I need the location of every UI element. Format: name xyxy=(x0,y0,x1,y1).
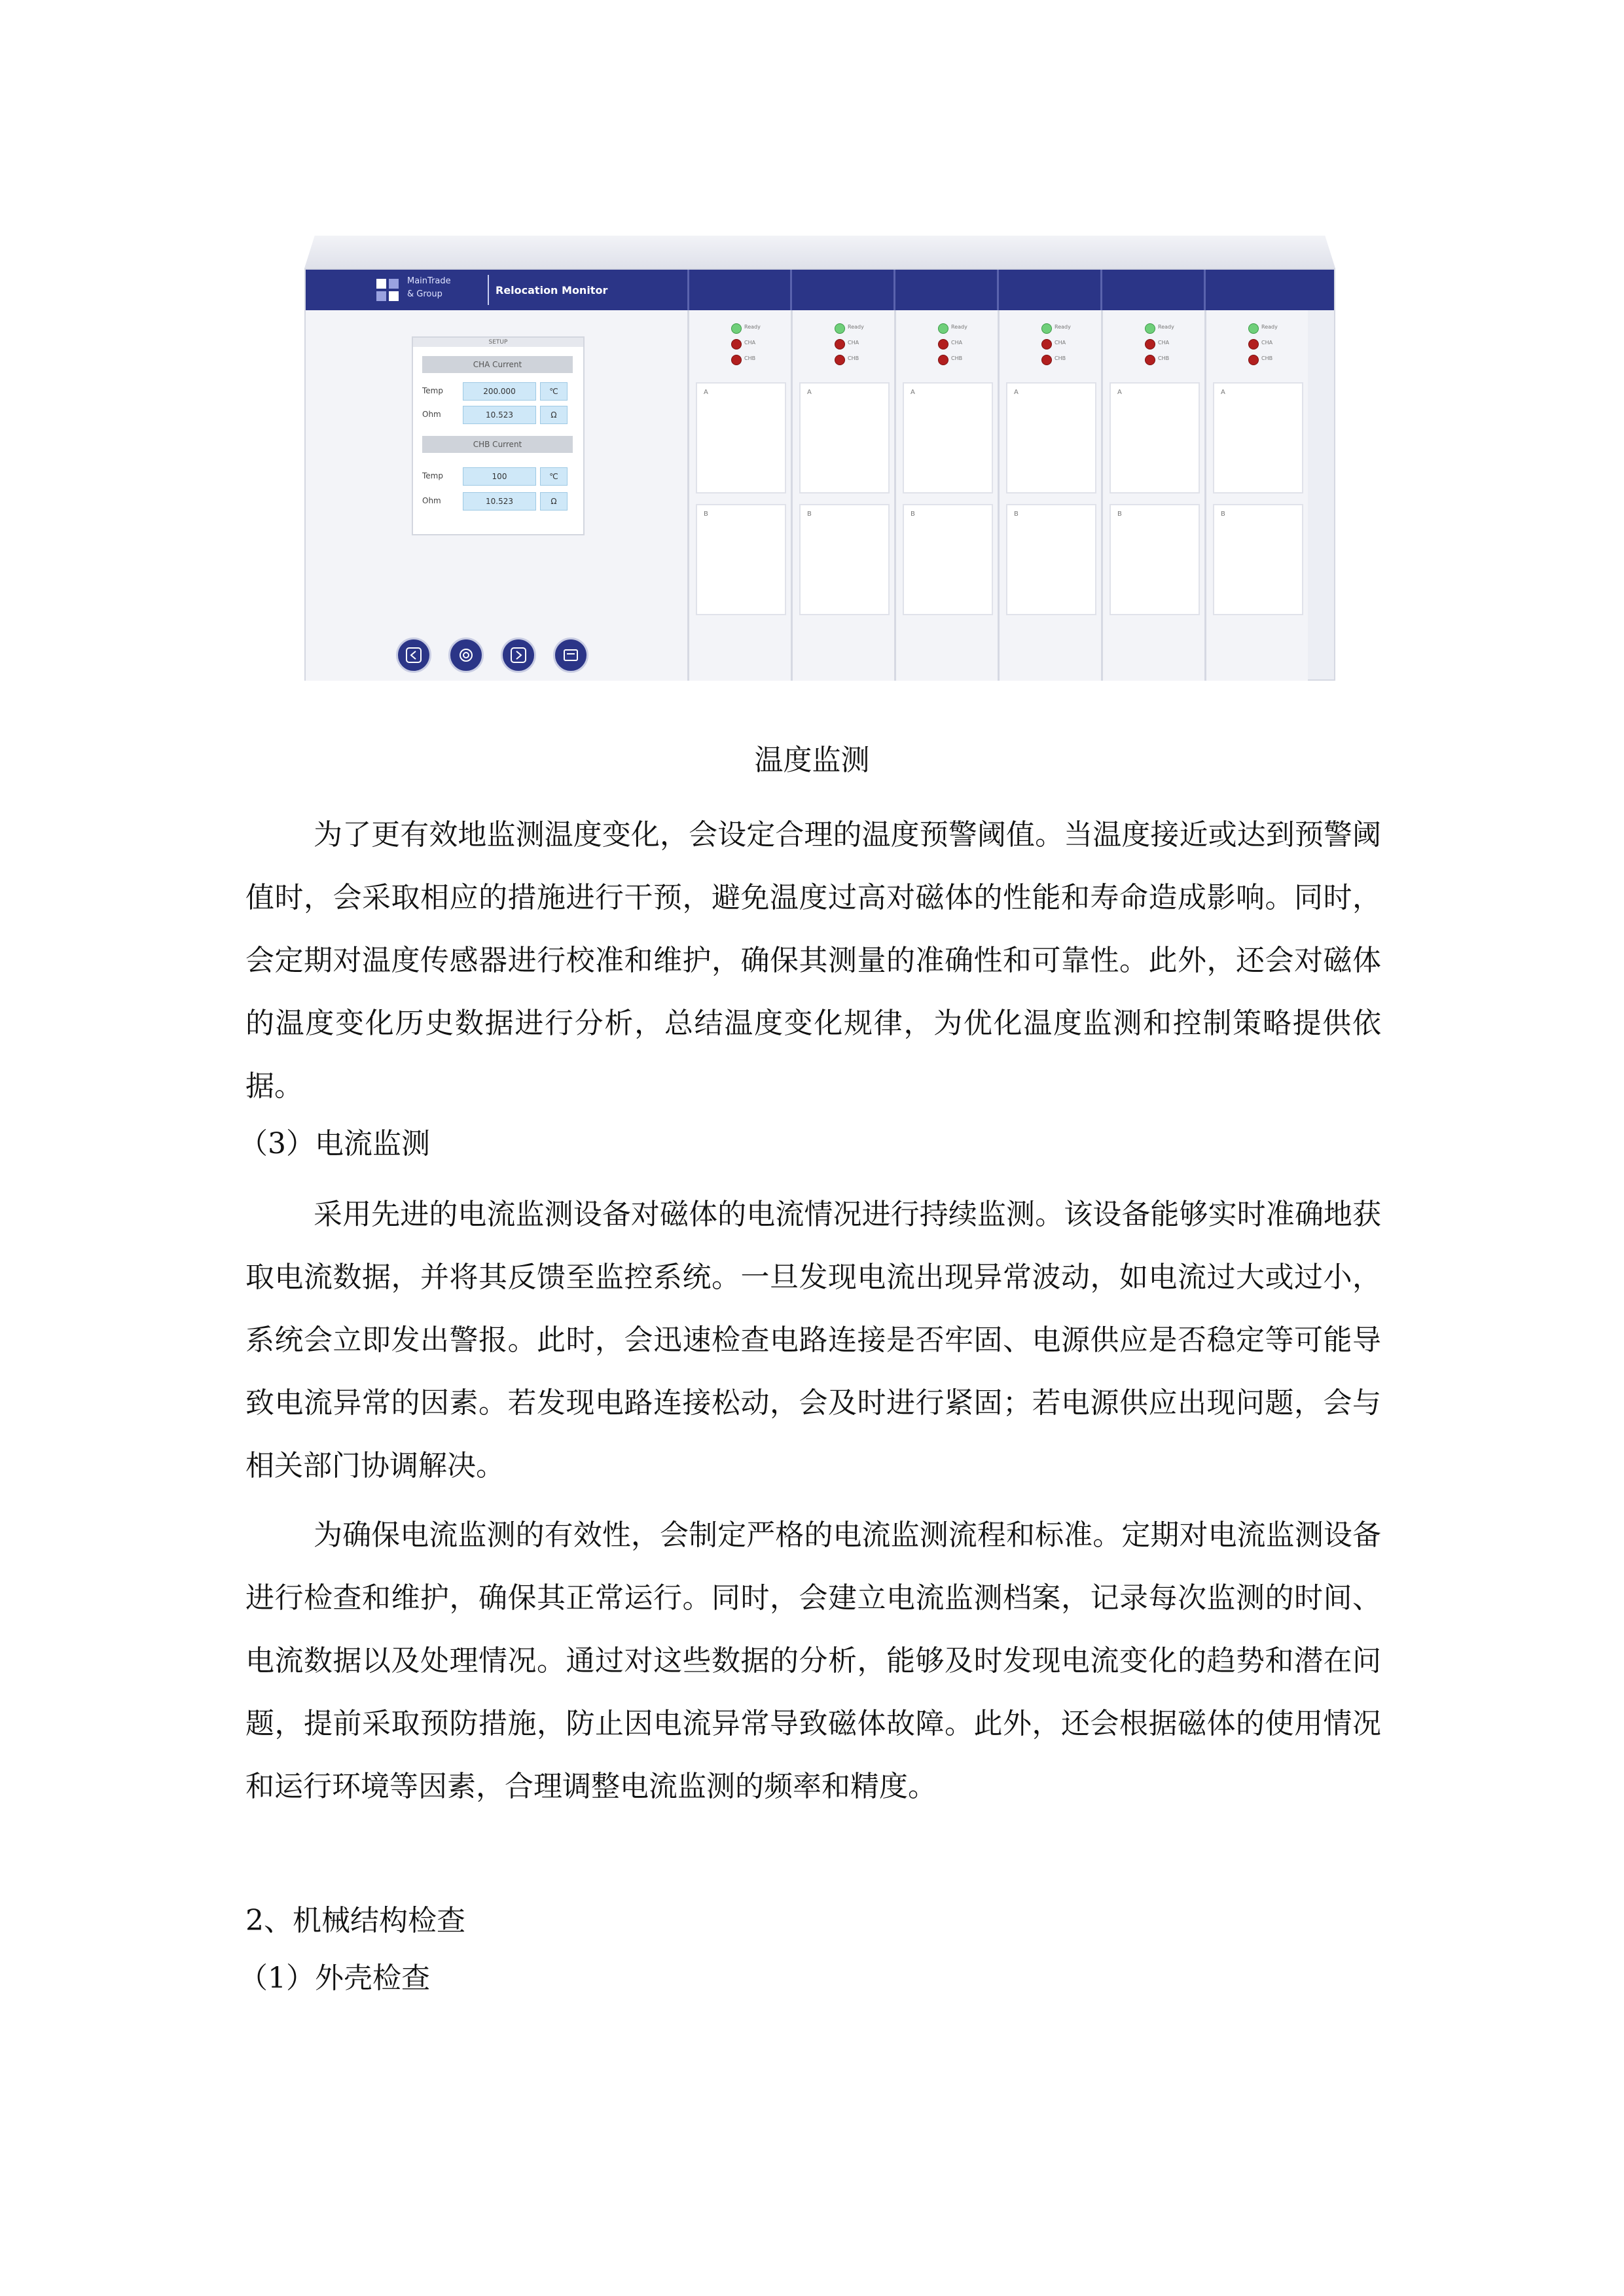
menu-button[interactable] xyxy=(553,637,588,673)
screen-top-label: SETUP xyxy=(413,338,583,347)
module-window xyxy=(1213,382,1303,493)
led-label: Ready xyxy=(1261,324,1278,330)
led-label: CHA xyxy=(1261,340,1273,346)
device-title: Relocation Monitor xyxy=(496,284,608,296)
module-slot xyxy=(687,310,791,681)
menu-icon xyxy=(563,647,579,663)
row-value: 200.000 xyxy=(463,382,536,401)
bar-separator xyxy=(1100,270,1102,310)
channel-b-ohm-row xyxy=(422,492,574,511)
bar-separator xyxy=(1204,270,1206,310)
module-slot xyxy=(1101,310,1204,681)
led-label: CHB xyxy=(1055,355,1066,361)
led-label: CHB xyxy=(848,355,859,361)
module-window-label: B xyxy=(1117,511,1122,518)
module-window-label: B xyxy=(704,511,708,518)
module-window-label: A xyxy=(807,389,812,396)
ready-led-icon xyxy=(1041,323,1052,334)
module-window xyxy=(1006,382,1096,493)
module-window-label: B xyxy=(911,511,915,518)
channel-a-ohm-row xyxy=(422,406,574,424)
led-label: CHA xyxy=(744,340,756,346)
led-label: CHB xyxy=(744,355,756,361)
module-window-label: A xyxy=(1014,389,1019,396)
alarm-led-icon xyxy=(1145,339,1155,350)
led-label: CHB xyxy=(1261,355,1273,361)
module-window xyxy=(799,504,890,615)
row-unit: ℃ xyxy=(540,382,568,401)
alarm-led-icon xyxy=(938,355,948,365)
led-label: Ready xyxy=(1055,324,1071,330)
module-window xyxy=(696,504,786,615)
channel-a-temp-row xyxy=(422,382,574,401)
chevron-right-icon xyxy=(511,647,526,663)
alarm-led-icon xyxy=(835,339,845,350)
module-window xyxy=(1006,504,1096,615)
brand-logo-icon xyxy=(376,279,400,302)
led-label: Ready xyxy=(1158,324,1174,330)
section-heading-current: （3）电流监测 xyxy=(239,1127,430,1160)
paragraph-temperature: 为了更有效地监测温度变化，会设定合理的温度预警阈值。当温度接近或达到预警阈值时，会采取相应的措施进行干预，避免温度过高对磁体的性能和寿命造成影响。同时，会定期对温度传感器进行校准和维护，确保其测量的准确性和可靠性。此外，还会对磁体的温度变化历史数据进行分析，总结温度变化规律，为优化温度监测和控制策略提供依据。 xyxy=(245,818,1381,1103)
row-label: Ohm xyxy=(422,410,441,419)
row-unit: Ω xyxy=(540,492,568,511)
module-window-label: A xyxy=(704,389,708,396)
module-window xyxy=(903,504,993,615)
paragraph-current-1: 采用先进的电流监测设备对磁体的电流情况进行持续监测。该设备能够实时准确地获取电流数据，并将其反馈至监控系统。一旦发现电流出现异常波动，如电流过大或过小，系统会立即发出警报。此时，会迅速检查电路连接是否牢固、电源供应是否稳定等可能导致电流异常的因素。若发现电路连接松动，会及时进行紧固；若电源供应出现问题，会与相关部门协调解决。 xyxy=(245,1198,1381,1482)
alarm-led-icon xyxy=(731,339,742,350)
channel-b-header: CHB Current xyxy=(422,436,573,453)
next-button[interactable] xyxy=(501,637,536,673)
led-label: Ready xyxy=(951,324,967,330)
alarm-led-icon xyxy=(1041,339,1052,350)
module-window xyxy=(799,382,890,493)
alarm-led-icon xyxy=(1248,339,1259,350)
row-label: Temp xyxy=(422,386,443,395)
chevron-left-icon xyxy=(406,647,422,663)
row-value: 10.523 xyxy=(463,492,536,511)
channel-b-temp-row xyxy=(422,467,574,486)
ready-led-icon xyxy=(835,323,845,334)
module-window-label: B xyxy=(1014,511,1019,518)
module-window-label: B xyxy=(807,511,812,518)
figure-caption: 温度监测 xyxy=(754,744,870,777)
channel-a-header: CHA Current xyxy=(422,356,573,373)
row-label: Temp xyxy=(422,471,443,480)
alarm-led-icon xyxy=(835,355,845,365)
prev-button[interactable] xyxy=(396,637,431,673)
device-title-bar xyxy=(306,270,1334,310)
led-label: Ready xyxy=(744,324,761,330)
paragraph-current-2: 为确保电流监测的有效性，会制定严格的电流监测流程和标准。定期对电流监测设备进行检查和维护，确保其正常运行。同时，会建立电流监测档案，记录每次监测的时间、电流数据以及处理情况。通过对这些数据的分析，能够及时发现电流变化的趋势和潜在问题，提前采取预防措施，防止因电流异常导致磁体故障。此外，还会根据磁体的使用情况和运行环境等因素，合理调整电流监测的频率和精度。 xyxy=(245,1518,1381,1803)
alarm-led-icon xyxy=(731,355,742,365)
module-window-label: A xyxy=(1221,389,1225,396)
module-slot xyxy=(791,310,894,681)
led-label: CHA xyxy=(1158,340,1170,346)
module-window xyxy=(696,382,786,493)
device-figure xyxy=(304,236,1335,694)
bar-separator xyxy=(893,270,895,310)
bar-separator xyxy=(997,270,999,310)
refresh-icon xyxy=(458,647,474,663)
row-unit: Ω xyxy=(540,406,568,424)
ready-led-icon xyxy=(731,323,742,334)
row-value: 100 xyxy=(463,467,536,486)
ready-led-icon xyxy=(938,323,948,334)
bar-separator xyxy=(687,270,689,310)
module-slot xyxy=(998,310,1101,681)
led-label: Ready xyxy=(848,324,864,330)
section-heading-casing: （1）外壳检查 xyxy=(239,1962,430,1995)
device-top-panel xyxy=(304,236,1335,268)
ready-led-icon xyxy=(1248,323,1259,334)
led-label: CHA xyxy=(951,340,963,346)
row-unit: ℃ xyxy=(540,467,568,486)
module-window-label: A xyxy=(1117,389,1122,396)
module-window xyxy=(903,382,993,493)
brand-name: MainTrade & Group xyxy=(407,276,451,299)
row-label: Ohm xyxy=(422,496,441,505)
module-window xyxy=(1213,504,1303,615)
title-divider xyxy=(488,275,489,305)
bar-separator xyxy=(790,270,792,310)
module-window xyxy=(1110,382,1200,493)
section-heading-mechanical: 2、机械结构检查 xyxy=(245,1904,465,1937)
ready-led-icon xyxy=(1145,323,1155,334)
module-window xyxy=(1110,504,1200,615)
lcd-screen xyxy=(412,336,585,535)
led-label: CHB xyxy=(1158,355,1170,361)
led-label: CHA xyxy=(848,340,859,346)
module-slot xyxy=(894,310,998,681)
alarm-led-icon xyxy=(1041,355,1052,365)
alarm-led-icon xyxy=(1248,355,1259,365)
alarm-led-icon xyxy=(1145,355,1155,365)
module-slot xyxy=(1204,310,1308,681)
module-window-label: A xyxy=(911,389,915,396)
module-window-label: B xyxy=(1221,511,1225,518)
alarm-led-icon xyxy=(938,339,948,350)
control-panel xyxy=(306,310,687,681)
row-value: 10.523 xyxy=(463,406,536,424)
led-label: CHA xyxy=(1055,340,1066,346)
device-body xyxy=(304,268,1335,681)
led-label: CHB xyxy=(951,355,963,361)
refresh-button[interactable] xyxy=(448,637,484,673)
